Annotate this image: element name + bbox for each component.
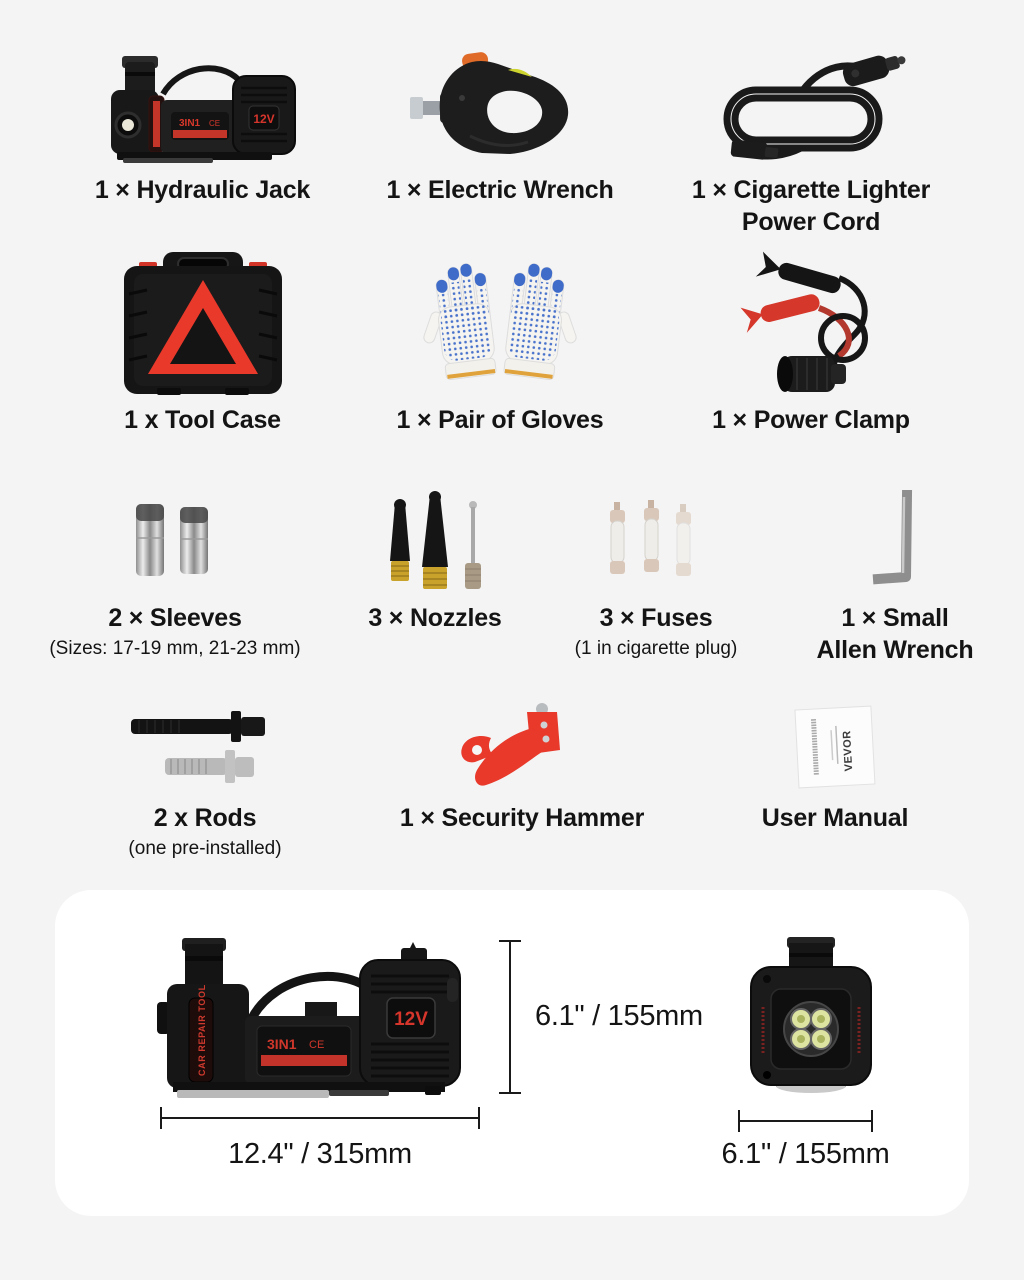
electric-wrench-image [360, 38, 640, 168]
item-note: (one pre-installed) [128, 838, 282, 859]
depth-dimension-line [738, 1120, 873, 1122]
item-tool-case [60, 250, 345, 436]
manual-brand-text: VEVOR [841, 730, 856, 772]
gloves-image [412, 251, 588, 397]
item-power-cord [665, 38, 957, 238]
jack-mode-text: 3IN1 [267, 1036, 297, 1052]
item-label-line2: Power Cord [741, 208, 881, 236]
item-power-clamp [665, 250, 957, 436]
item-sleeves [35, 488, 315, 662]
allen-wrench-image [775, 488, 1015, 596]
power-cord-image [665, 38, 957, 168]
item-user-manual [705, 700, 965, 834]
jack-voltage-text: 12V [252, 112, 275, 126]
dimensions-panel [55, 890, 969, 1216]
item-electric-wrench [360, 38, 640, 206]
item-security-hammer [380, 700, 664, 834]
security-hammer-image [447, 700, 597, 796]
item-rods [70, 700, 340, 862]
gloves-image [360, 250, 640, 398]
user-manual-image [705, 700, 965, 796]
jack-side-label-text: CAR REPAIR TOOL [197, 984, 207, 1076]
user-manual-image [783, 702, 887, 794]
fuses-image [545, 488, 767, 596]
security-hammer-image [380, 700, 664, 796]
item-label: 1 x Tool Case [124, 406, 281, 434]
jack-voltage-text: 12V [394, 1009, 428, 1030]
power-clamp-image [731, 250, 891, 398]
width-dimension-line [160, 1117, 480, 1119]
allen-wrench-image [860, 489, 930, 595]
jack-end-view-image [743, 935, 878, 1095]
tool-case-image [60, 250, 345, 398]
nozzles-image [320, 488, 550, 596]
item-hydraulic-jack [60, 38, 345, 206]
item-fuses [545, 488, 767, 662]
item-label: 1 × Hydraulic Jack [94, 176, 311, 204]
jack-end-view-image [743, 935, 878, 1095]
item-label: 3 × Nozzles [368, 604, 502, 632]
item-gloves [360, 250, 640, 436]
power-cord-image [705, 40, 917, 166]
item-label: 2 x Rods [153, 804, 257, 832]
item-label: 1 × Cigarette Lighter [691, 176, 931, 204]
nozzles-image [365, 489, 505, 595]
sleeves-image [120, 492, 230, 592]
item-note: (Sizes: 17-19 mm, 21-23 mm) [49, 638, 301, 659]
height-dimension-line [509, 940, 511, 1094]
jack-side-view-image [155, 932, 490, 1104]
hydraulic-jack-image [103, 38, 303, 168]
sleeves-image [35, 488, 315, 596]
item-label: 1 × Electric Wrench [386, 176, 614, 204]
electric-wrench-image [410, 40, 590, 166]
item-nozzles [320, 488, 550, 634]
rods-image [125, 702, 285, 794]
item-label: 3 × Fuses [599, 604, 713, 632]
power-clamp-image [665, 250, 957, 398]
item-label: 1 × Small [841, 604, 949, 632]
height-dimension-label: 6.1" / 155mm [535, 1000, 703, 1032]
item-label-line2: Allen Wrench [816, 636, 974, 664]
rods-image [70, 700, 340, 796]
jack-mode-text: 3IN1 [178, 118, 200, 129]
jack-ce-text: CE [208, 119, 220, 128]
item-label: 1 × Pair of Gloves [396, 406, 604, 434]
item-label: 2 × Sleeves [108, 604, 242, 632]
item-allen-wrench [775, 488, 1015, 666]
item-label: 1 × Power Clamp [712, 406, 910, 434]
jack-side-view-image [155, 932, 490, 1104]
fuses-image [596, 492, 716, 592]
item-note: (1 in cigarette plug) [574, 638, 738, 659]
hydraulic-jack-image [60, 38, 345, 168]
width-dimension-label: 12.4" / 315mm [228, 1138, 412, 1170]
tool-case-image [117, 250, 289, 398]
jack-ce-text: CE [309, 1039, 325, 1051]
item-label: User Manual [761, 804, 909, 832]
item-label: 1 × Security Hammer [399, 804, 645, 832]
depth-dimension-label: 6.1" / 155mm [721, 1138, 890, 1170]
